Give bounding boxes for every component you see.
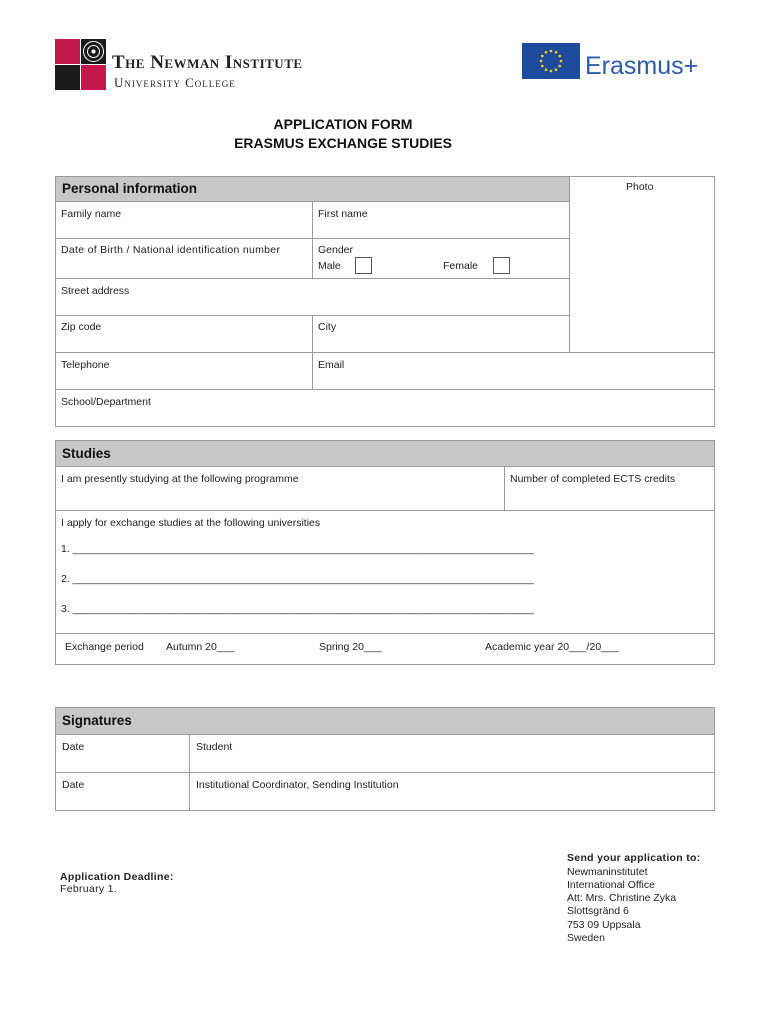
row-divider: [55, 772, 715, 773]
deadline-value: February 1.: [60, 883, 117, 895]
university-line-2[interactable]: 2. _______________________________________________________________________________: [61, 573, 535, 585]
row-divider: [55, 510, 715, 511]
eu-flag-icon: [522, 43, 580, 79]
academic-year-field[interactable]: Academic year 20___/20___: [485, 641, 619, 653]
row-divider: [55, 389, 715, 390]
school-department-field[interactable]: School/Department: [61, 396, 151, 408]
address-line: Att: Mrs. Christine Zyka: [567, 892, 677, 904]
studies-grid: [55, 466, 715, 665]
telephone-field[interactable]: Telephone: [61, 359, 110, 371]
institute-name: The Newman Institute: [112, 52, 303, 73]
logo-square-red-top: [55, 39, 80, 64]
deadline-label: Application Deadline:: [60, 871, 174, 883]
photo-box: [569, 176, 715, 353]
column-divider: [312, 352, 313, 389]
spring-field[interactable]: Spring 20___: [319, 641, 382, 653]
column-divider: [189, 734, 190, 811]
form-title: APPLICATION FORM: [273, 116, 413, 132]
exchange-period-label: Exchange period: [65, 641, 144, 653]
column-divider: [504, 466, 505, 510]
female-label: Female: [443, 260, 479, 272]
university-line-3[interactable]: 3. _______________________________________________________________________________: [61, 603, 535, 615]
programme-field[interactable]: I am presently studying at the following programme: [61, 473, 299, 485]
apply-universities-label: I apply for exchange studies at the following universities: [61, 517, 321, 529]
address-line: Newmaninstitutet: [567, 866, 648, 878]
family-name-field[interactable]: Family name: [61, 208, 122, 220]
street-address-field[interactable]: Street address: [61, 285, 130, 297]
signatures-heading: Signatures: [55, 707, 715, 735]
coordinator-date-field[interactable]: Date: [62, 779, 85, 791]
address-line: International Office: [567, 879, 655, 891]
zip-code-field[interactable]: Zip code: [61, 321, 102, 333]
first-name-field[interactable]: First name: [318, 208, 368, 220]
erasmus-logo-text: Erasmus+: [585, 52, 699, 80]
gender-label: Gender: [318, 244, 354, 256]
ects-field[interactable]: Number of completed ECTS credits: [510, 473, 676, 485]
address-line: 753 09 Uppsala: [567, 919, 641, 931]
female-checkbox[interactable]: [493, 257, 510, 274]
autumn-field[interactable]: Autumn 20___: [166, 641, 235, 653]
row-divider: [55, 278, 570, 279]
send-to-label: Send your application to:: [567, 852, 701, 864]
university-line-1[interactable]: 1. _______________________________________________________________________________: [61, 543, 535, 555]
column-divider: [312, 315, 313, 353]
city-field[interactable]: City: [318, 321, 337, 333]
male-checkbox[interactable]: [355, 257, 372, 274]
logo-seal-icon: [81, 39, 106, 64]
logo-square-black: [55, 65, 80, 90]
male-label: Male: [318, 260, 341, 272]
dob-field[interactable]: Date of Birth / National identification number: [61, 244, 281, 256]
studies-heading: Studies: [55, 440, 715, 467]
personal-info-heading: Personal information: [55, 176, 570, 202]
student-date-field[interactable]: Date: [62, 741, 85, 753]
form-subtitle: ERASMUS EXCHANGE STUDIES: [234, 135, 452, 151]
logo-square-red-bottom: [81, 65, 106, 90]
seal-icon: [81, 39, 106, 64]
email-field[interactable]: Email: [318, 359, 345, 371]
photo-label: Photo: [626, 181, 654, 193]
row-divider: [55, 633, 715, 634]
coordinator-signature-field[interactable]: Institutional Coordinator, Sending Institution: [196, 779, 399, 791]
institute-subtitle: University College: [114, 75, 236, 90]
student-signature-field[interactable]: Student: [196, 741, 233, 753]
address-line: Slottsgränd 6: [567, 905, 629, 917]
column-divider: [312, 201, 313, 278]
address-line: Sweden: [567, 932, 605, 944]
